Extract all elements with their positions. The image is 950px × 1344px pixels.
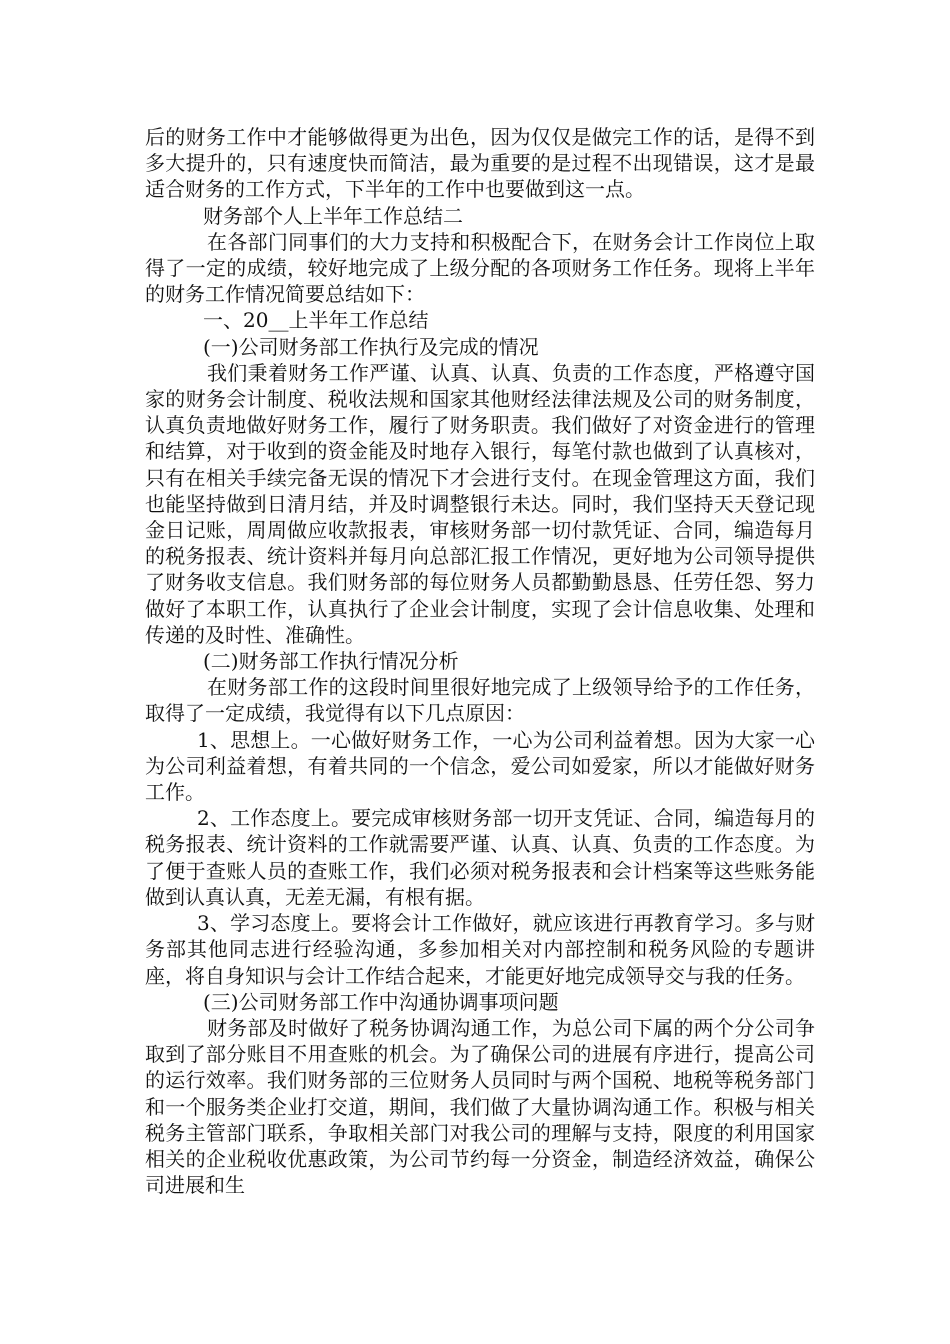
heading-subsection-3: (三)公司财务部工作中沟通协调事项问题: [203, 989, 559, 1014]
list-item-2: 2、工作态度上。要完成审核财务部一切开支凭证、合同，编造每月的税务报表、统计资料的工作就需要严谨、认真、认真、负责的工作态度。为了便于查账人员的查账工作，我们必须对税务报表和会计档案等这些账务能做到认真认真，无差无漏，有根有据。: [145, 806, 815, 909]
paragraph-continuation: 后的财务工作中才能够做得更为出色，因为仅仅是做完工作的话，是得不到多大提升的，只有速度快而简洁，最为重要的是过程不出现错误，这才是最适合财务的工作方式，下半年的工作中也要做到这一点。: [145, 125, 815, 202]
paragraph-body-1: 我们秉着财务工作严谨、认真、认真、负责的工作态度，严格遵守国家的财务会计制度、税收法规和国家其他财经法律法规及公司的财务制度，认真负责地做好财务工作，履行了财务职责。我们做好了对资金进行的管理和结算，对于收到的资金能及时地存入银行，每笔付款也做到了认真核对，只有在相关手续完备无误的情况下才会进行支付。在现金管理这方面，我们也能坚持做到日清月结，并及时调整银行未达。同时，我们坚持天天登记现金日记账，周周做应收款报表，审核财务部一切付款凭证、合同，编造每月的税务报表、统计资料并每月向总部汇报工作情况，更好地为公司领导提供了财务收支信息。我们财务部的每位财务人员都勤勤恳恳、任劳任怨、努力做好了本职工作，认真执行了企业会计制度，实现了会计信息收集、处理和传递的及时性、准确性。: [145, 360, 815, 647]
list-item-1: 1、思想上。一心做好财务工作，一心为公司利益着想。因为大家一心为公司利益着想，有着共同的一个信念，爱公司如爱家，所以才能做好财务工作。: [145, 727, 815, 805]
heading-level-1: 一、20__上半年工作总结: [203, 308, 429, 333]
paragraph-body-3: 财务部及时做好了税务协调沟通工作，为总公司下属的两个分公司争取到了部分账目不用查账的机会。为了确保公司的进展有序进行，提高公司的运行效率。我们财务部的三位财务人员同时与两个国税、地税等税务部门和一个服务类企业打交道，期间，我们做了大量协调沟通工作。积极与相关税务主管部门联系，争取相关部门对我公司的理解与支持，限度的利用国家相关的企业税收优惠政策，为公司节约每一分资金，制造经济效益，确保公司进展和生: [145, 1015, 815, 1198]
heading-subsection-2: (二)财务部工作执行情况分析: [203, 649, 459, 674]
document-page: [145, 124, 815, 1198]
heading-subsection-1: (一)公司财务部工作执行及完成的情况: [203, 334, 539, 359]
section-title: 财务部个人上半年工作总结二: [203, 203, 463, 228]
paragraph-body-2: 在财务部工作的这段时间里很好地完成了上级领导给予的工作任务，取得了一定成绩，我觉得有以下几点原因：: [145, 675, 815, 726]
list-item-3: 3、学习态度上。要将会计工作做好，就应该进行再教育学习。多与财务部其他同志进行经验沟通，多参加相关对内部控制和税务风险的专题讲座，将自身知识与会计工作结合起来，才能更好地完成领导交与我的任务。: [145, 911, 815, 988]
paragraph-intro: 在各部门同事们的大力支持和积极配合下，在财务会计工作岗位上取得了一定的成绩，较好地完成了上级分配的各项财务工作任务。现将上半年的财务工作情况简要总结如下：: [145, 229, 815, 307]
